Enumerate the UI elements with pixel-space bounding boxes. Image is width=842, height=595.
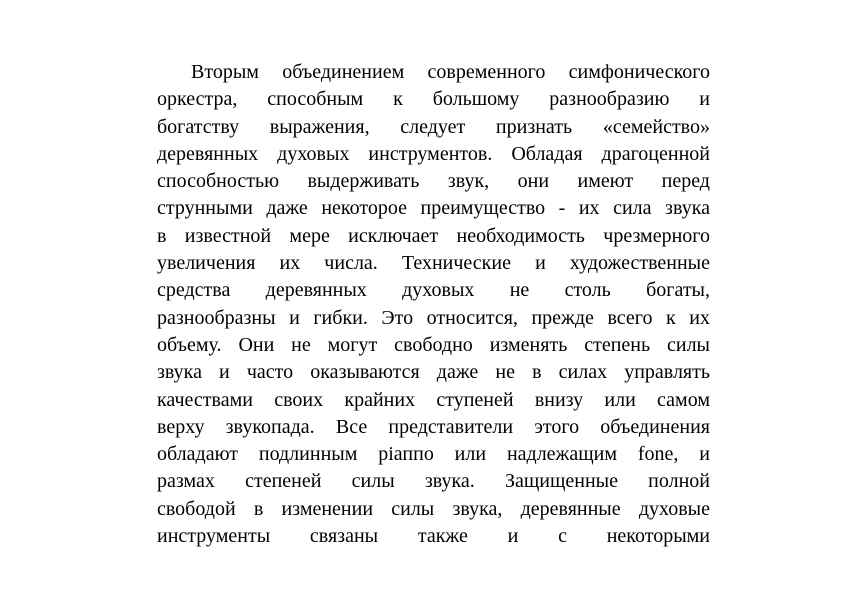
text-line-13: качествами своих крайних ступеней внизу или самом bbox=[157, 388, 710, 411]
text-line-3: богатству выражения, следует признать «семейство» bbox=[157, 115, 710, 138]
text-line-15: обладают подлинным piаппо или надлежащим fone, и bbox=[157, 443, 710, 466]
text-line-14: верху звукопада. Все представители этого объединения bbox=[157, 415, 710, 438]
text-line-7: в известной мере исключает необходимость чрезмерного bbox=[157, 224, 710, 247]
text-line-9: средства деревянных духовых не столь богаты, bbox=[157, 279, 710, 302]
paragraph bbox=[157, 59, 710, 550]
text-line-1: Вторым объединением современного симфонического bbox=[191, 61, 710, 83]
text-line-18: инструменты связаны также и с некоторыми bbox=[157, 525, 710, 548]
text-line-4: деревянных духовых инструментов. Обладая драгоценной bbox=[157, 142, 710, 165]
text-line-6: струнными даже некоторое преимущество - их сила звука bbox=[157, 197, 710, 220]
text-line-16: размах степеней силы звука. Защищенные полной bbox=[157, 470, 710, 493]
text-line-10: разнообразны и гибки. Это относится, прежде всего к их bbox=[157, 306, 710, 329]
text-line-8: увеличения их числа. Технические и художественные bbox=[157, 252, 710, 275]
text-line-5: способностью выдерживать звук, они имеют перед bbox=[157, 170, 710, 193]
text-line-2: оркестра, способным к большому разнообразию и bbox=[157, 88, 710, 111]
text-line-12: звука и часто оказываются даже не в силах управлять bbox=[157, 361, 710, 384]
text-line-11: объему. Они не могут свободно изменять степень силы bbox=[157, 333, 710, 356]
text-line-17: свободой в изменении силы звука, деревянные духовые bbox=[157, 497, 710, 520]
